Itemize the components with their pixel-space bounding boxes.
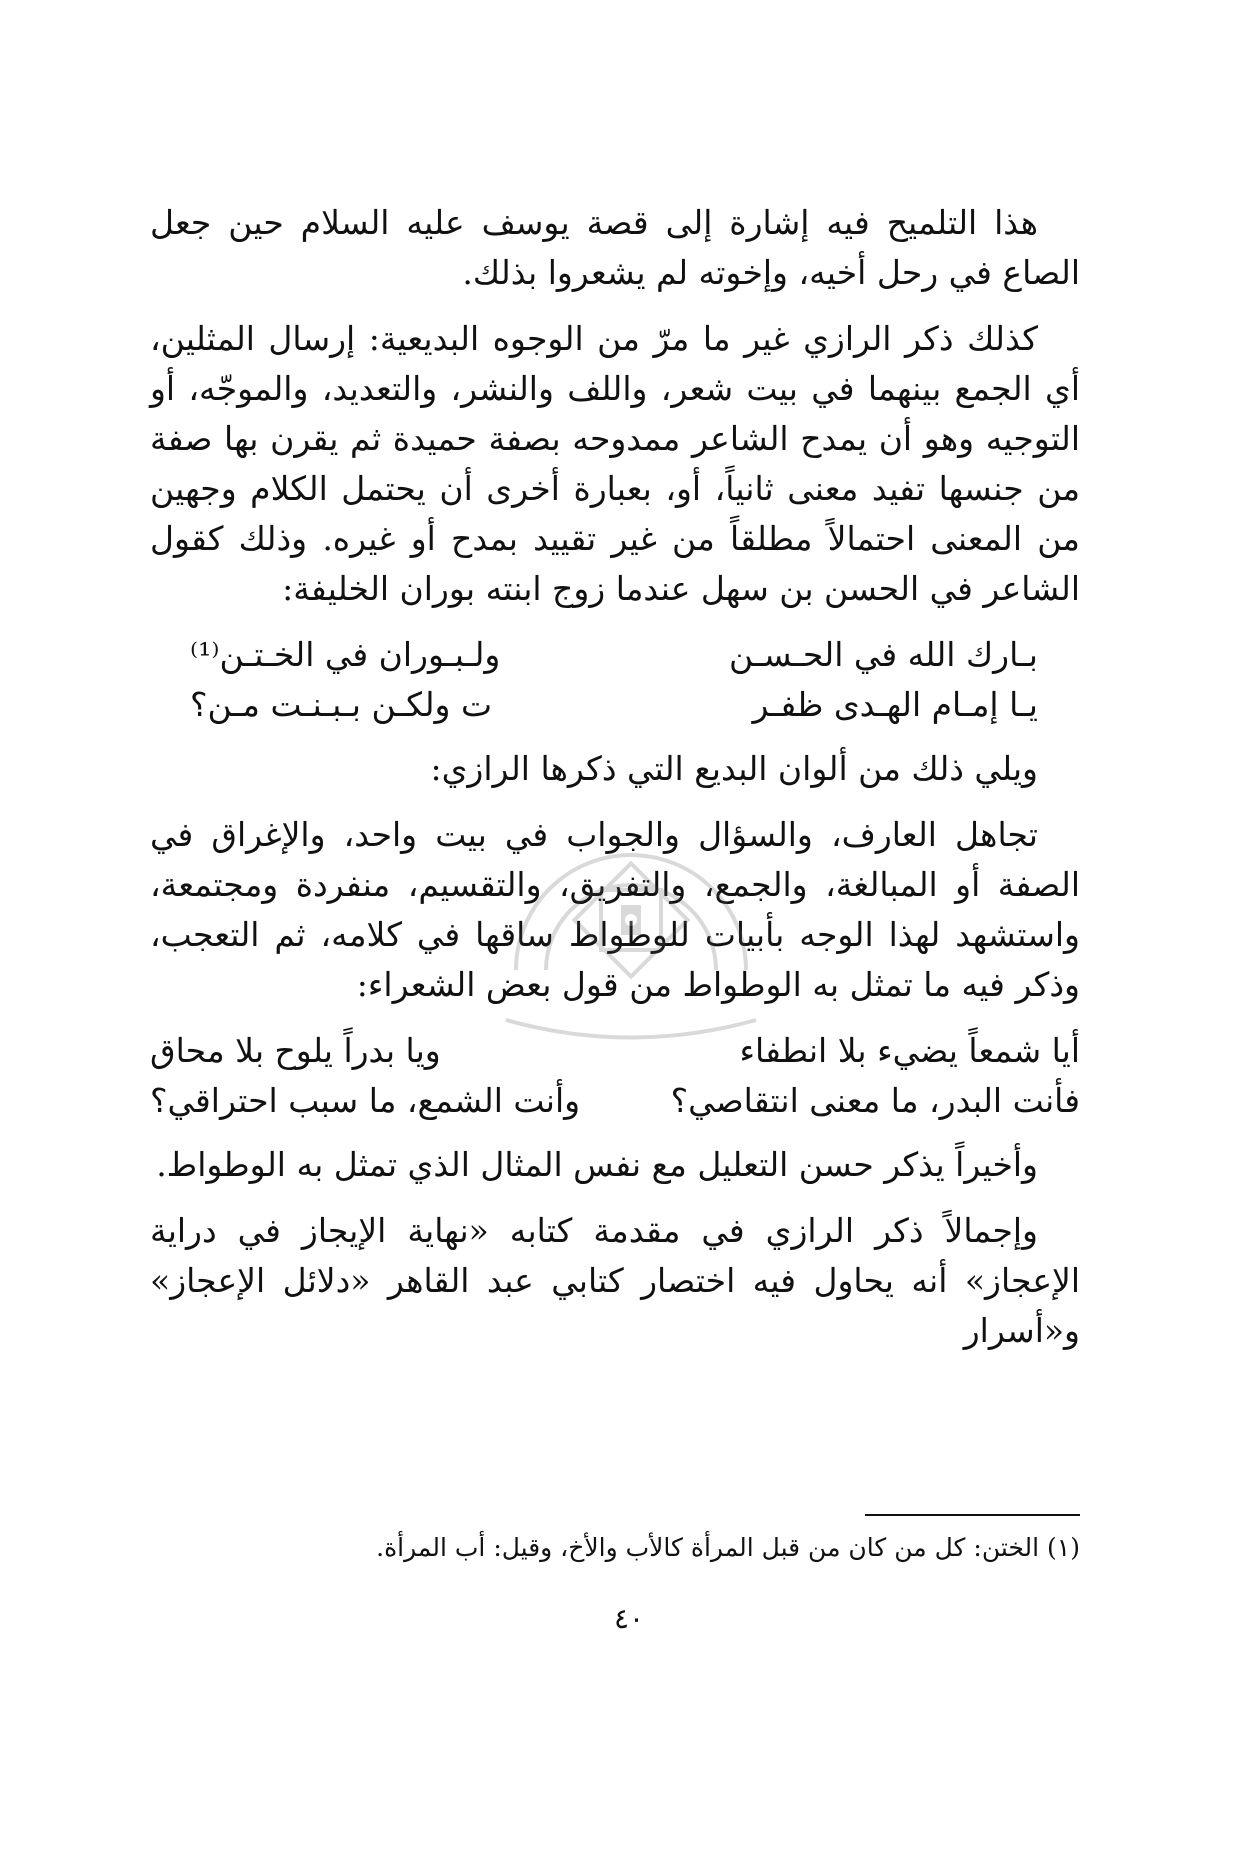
paragraph-4: تجاهل العارف، والسؤال والجواب في بيت واحد، والإغراق في الصفة أو المبالغة، والجمع، والتفريق، والتقسيم، منفردة ومجتمعة، واستشهد لهذا الوجه بأبيات للوطواط ساقها في كلامه، ثم التعجب، وذكر فيه ما تمثل به الوطواط من قول بعض الشعراء:: [150, 815, 1080, 1004]
verse-line: [150, 680, 1080, 730]
library-watermark-icon: [486, 850, 776, 1060]
hemistich: ت ولكـن بـبـنـت مـن؟: [190, 685, 493, 724]
hemistich: يـا إمـام الهـدى ظفـر: [752, 685, 1038, 724]
hemistich: أيا شمعاً يضيء بلا انطفاء: [739, 1031, 1080, 1070]
paragraph-3: ويلي ذلك من ألوان البديع التي ذكرها الرازي:: [430, 749, 1038, 788]
paragraph-5: وأخيراً يذكر حسن التعليل مع نفس المثال الذي تمثل به الوطواط.: [156, 1145, 1038, 1184]
verse-line: [150, 1076, 1080, 1126]
verse-block-1: [150, 630, 1080, 730]
verse-line: [150, 630, 1080, 680]
hemistich: ويا بدراً يلوح بلا محاق: [150, 1031, 441, 1070]
footnote-divider: [865, 1514, 1080, 1516]
main-text: [150, 198, 1080, 1372]
paragraph-1: هذا التلميح فيه إشارة إلى قصة يوسف عليه السلام حين جعل الصاع في رحل أخيه، وإخوته لم يشعروا بذلك.: [150, 203, 1080, 292]
paragraph-6: وإجمالاً ذكر الرازي في مقدمة كتابه «نهاية الإيجاز في دراية الإعجاز» أنه يحاول فيه اختصار كتابي عبد القاهر «دلائل الإعجاز» و«أسرار: [150, 1211, 1080, 1350]
hemistich: وأنت الشمع، ما سبب احتراقي؟: [150, 1081, 581, 1120]
hemistich: بـارك الله في الحـسـن: [728, 635, 1038, 674]
footnote: (١) الختن: كل من كان من قبل المرأة كالأب والأخ، وقيل: أب المرأة.: [376, 1533, 1080, 1562]
hemistich: ولـبـوران في الخـتـن⁽¹⁾: [190, 635, 501, 674]
hemistich: فأنت البدر، ما معنى انتقاصي؟: [670, 1081, 1080, 1120]
paragraph-2: كذلك ذكر الرازي غير ما مرّ من الوجوه البديعية: إرسال المثلين، أي الجمع بينهما في بيت شعر، واللف والنشر، والتعديد، والموجّه، أو التوجيه وهو أن يمدح الشاعر ممدوحه بصفة حميدة ثم يقرن بها صفة من جنسها تفيد معنى ثانياً، أو، بعبارة أخرى أن يحتمل الكلام وجهين من المعنى احتمالاً مطلقاً من غير تقييد بمدح أو غيره. وذلك كقول الشاعر في الحسن بن سهل عندما زوج ابنته بوران الخليفة:: [150, 319, 1080, 608]
page-number: ٤٠: [613, 1602, 645, 1635]
